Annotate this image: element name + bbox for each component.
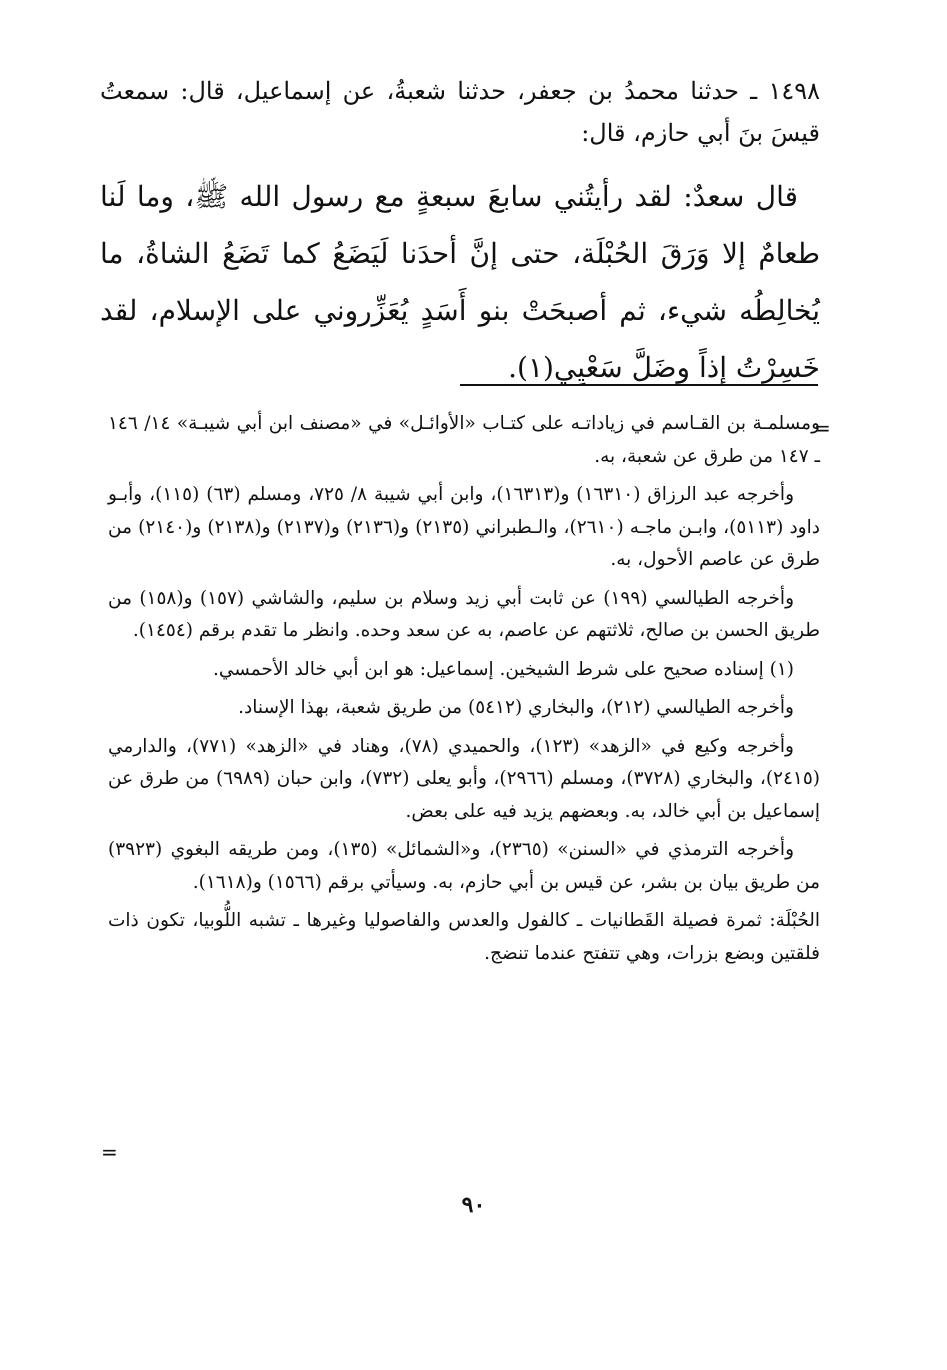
hadith-isnad: ١٤٩٨ ـ حدثنا محمدُ بن جعفر، حدثنا شعبةُ، عن إسماعيل، قال: سمعتُ قيسَ بنَ أبي حازم، قال:	[100, 77, 820, 147]
footnotes	[108, 408, 820, 976]
footnote-glossary: الحُبْلَة: ثمرة فصيلة القَطانيات ـ كالفول والعدس والفاصوليا وغيرها ـ تشبه اللُّوبيا، تكون ذات فلقتين وبضع بزرات، وهي تتفتح عندما تنضج.	[108, 910, 820, 964]
main-text	[100, 70, 820, 396]
footnote-paragraph: وأخرجه الطيالسي (١٩٩) عن ثابت أبي زيد وسلام بن سليم، والشاشي (١٥٧) و(١٥٨) من طريق الحسن بن صالح، ثلاثتهم عن عاصم، به عن سعد وحده. وانظر ما تقدم برقم (١٤٥٤).	[108, 587, 820, 641]
continuation-mark-bottom: =	[101, 1140, 118, 1164]
footnote-1: (١) إسناده صحيح على شرط الشيخين. إسماعيل: هو ابن أبي خالد الأحمسي.	[212, 658, 794, 680]
page-number: ٩٠	[461, 1192, 486, 1218]
continuation-mark-top: =	[814, 416, 831, 440]
hadith-matn: قال سعدٌ: لقد رأيتُني سابعَ سبعةٍ مع رسول الله ﷺ، وما لَنا طعامٌ إلا وَرَقَ الحُبْلَة، حتى إنَّ أحدَنا لَيَضَعُ كما تَضَعُ الشاةُ، ما يُخالِطُه شيء، ثم أصبحَتْ بنو أَسَدٍ يُعَزِّروني على الإسلام، لقد خَسِرْتُ إذاً وضَلَّ سَعْيِي(١).	[100, 180, 820, 384]
footnote-paragraph: وأخرجه الترمذي في «السنن» (٢٣٦٥)، و«الشمائل» (١٣٥)، ومن طريقه البغوي (٣٩٢٣) من طريق بيان بن بشر، عن قيس بن أبي حازم، به. وسيأتي برقم (١٥٦٦) و(١٦١٨).	[108, 839, 820, 893]
footnote-separator	[460, 384, 818, 386]
footnote-continuation: ومسلمـة بن القـاسم في زياداتـه على كتـاب «الأوائـل» في «مصنف ابن أبي شيبـة» ١٤/ ١٤٦ ـ ١٤٧ من طرق عن شعبة، به.	[108, 413, 820, 467]
footnote-paragraph: وأخرجه وكيع في «الزهد» (١٢٣)، والحميدي (٧٨)، وهناد في «الزهد» (٧٧١)، والدارمي (٢٤١٥)، والبخاري (٣٧٢٨)، ومسلم (٢٩٦٦)، وأبو يعلى (٧٣٢)، وابن حبان (٦٩٨٩) من طرق عن إسماعيل بن أبي خالد، به. وبعضهم يزيد فيه على بعض.	[108, 735, 821, 822]
footnote-paragraph: وأخرجه عبد الرزاق (١٦٣١٠) و(١٦٣١٣)، وابن أبي شيبة ٨/ ٧٢٥، ومسلم (٦٣) (١١٥)، وأبـو داود (٥١١٣)، وابـن ماجـه (٢٦١٠)، والـطبراني (٢١٣٥) و(٢١٣٦) و(٢١٣٧) و(٢١٣٨) و(٢١٤٠) من طرق عن عاصم الأحول، به.	[108, 484, 820, 570]
footnote-paragraph: وأخرجه الطيالسي (٢١٢)، والبخاري (٥٤١٢) من طريق شعبة، بهذا الإسناد.	[238, 697, 794, 718]
